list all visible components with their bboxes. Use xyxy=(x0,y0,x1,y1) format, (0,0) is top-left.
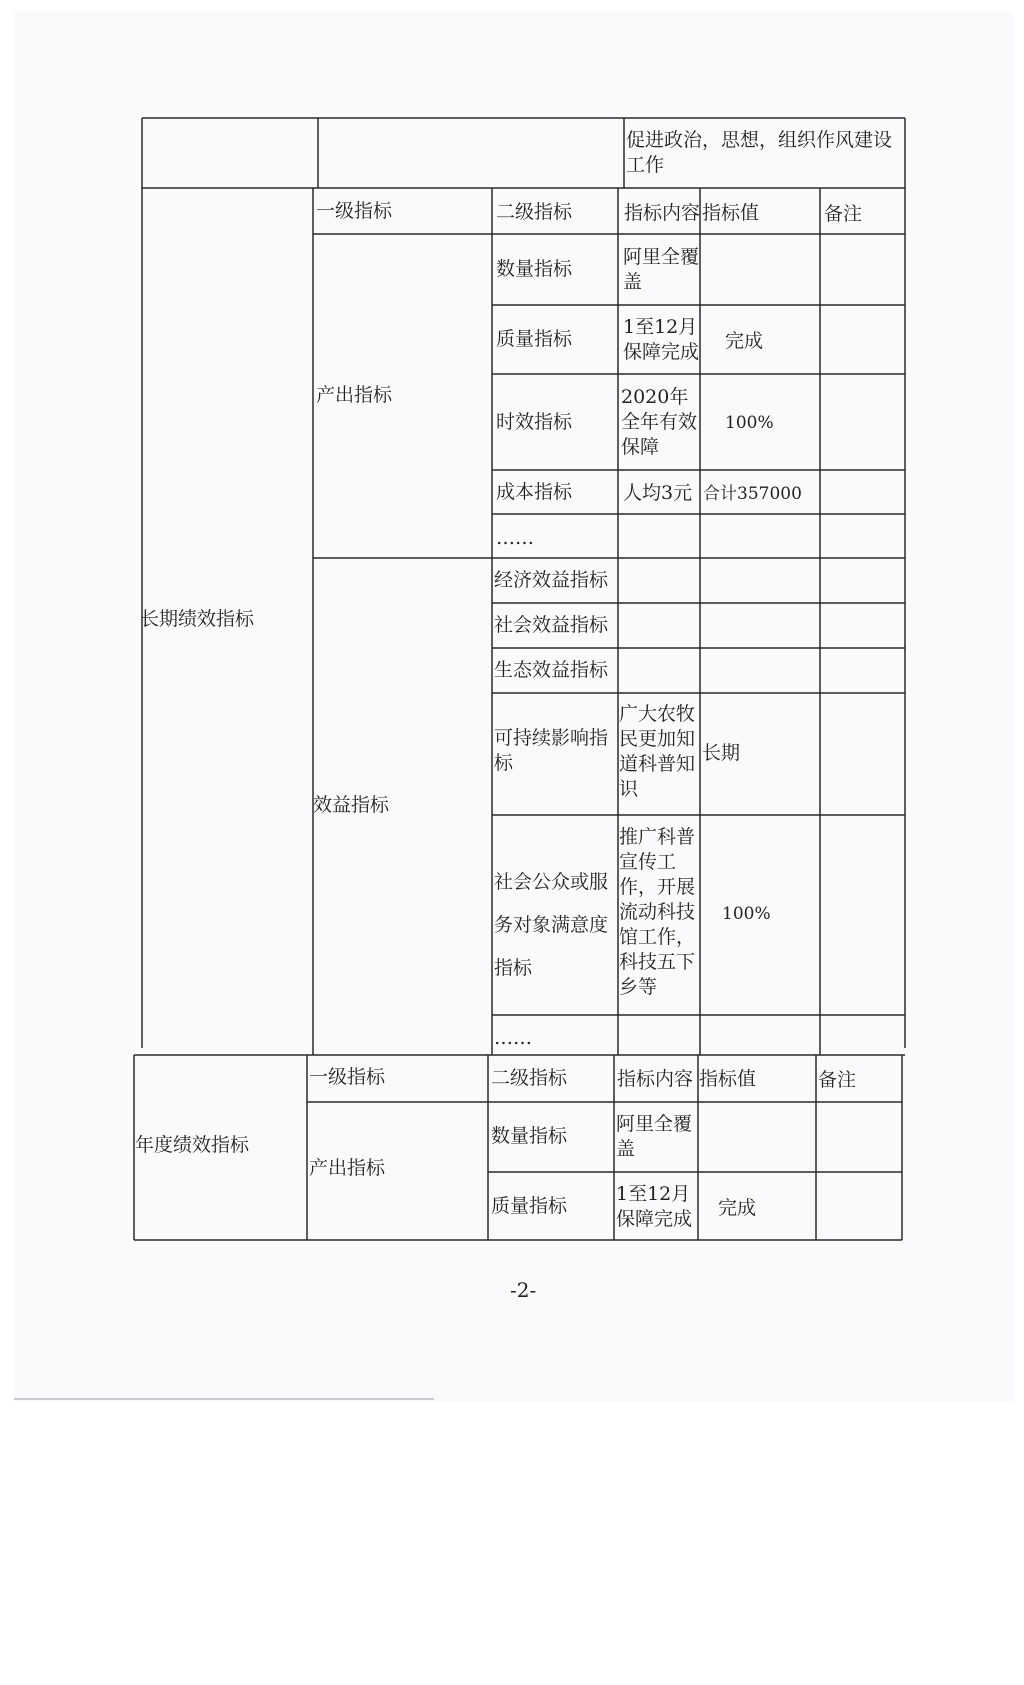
annual-output-label: 产出指标 xyxy=(309,1157,386,1179)
benefit-row-value: 长期 xyxy=(702,742,741,764)
output-row-content: 人均3元 xyxy=(623,482,693,504)
benefit-row-name: 社会效益指标 xyxy=(494,614,609,636)
annual-header-content: 指标内容 xyxy=(617,1068,694,1090)
annual-header-value: 指标值 xyxy=(699,1068,757,1090)
output-row-value: 合计357000 xyxy=(703,484,802,504)
annual-header-note: 备注 xyxy=(818,1069,857,1091)
benefit-row-name: 生态效益指标 xyxy=(494,659,609,681)
annual-row-value: 完成 xyxy=(718,1197,757,1219)
annual-row-name: 数量指标 xyxy=(491,1125,568,1147)
output-row-name: 成本指标 xyxy=(496,481,573,503)
benefit-row-name: 社会公众或服务对象满意度指标 xyxy=(494,871,609,979)
output-row-value: 完成 xyxy=(725,330,764,352)
benefit-row-content: 广大农牧民更加知道科普知识 xyxy=(619,703,696,800)
benefit-label: 效益指标 xyxy=(313,794,390,816)
annual-header-level2: 二级指标 xyxy=(491,1067,568,1089)
header-level2: 二级指标 xyxy=(496,201,573,223)
output-row-value: 100% xyxy=(725,413,774,433)
header-value: 指标值 xyxy=(702,202,760,224)
benefit-row-ellipsis: …… xyxy=(494,1027,532,1049)
goal-text: 促进政治，思想，组织作风建设工作 xyxy=(626,129,893,176)
benefit-row-content: 推广科普宣传工作，开展流动科技馆工作，科技五下乡等 xyxy=(619,826,696,998)
output-row-content: 1至12月保障完成 xyxy=(623,316,700,363)
output-row-name: 时效指标 xyxy=(496,411,573,433)
benefit-row-value: 100% xyxy=(722,904,771,924)
benefit-row-name: 经济效益指标 xyxy=(494,569,609,591)
header-content: 指标内容 xyxy=(624,202,701,224)
header-note: 备注 xyxy=(824,203,863,225)
output-row-content: 阿里全覆盖 xyxy=(623,246,700,293)
output-row-ellipsis: …… xyxy=(496,527,534,549)
output-row-name: 数量指标 xyxy=(496,258,573,280)
annual-header-level1: 一级指标 xyxy=(309,1066,386,1088)
benefit-row-name: 可持续影响指标 xyxy=(494,727,609,774)
header-level1: 一级指标 xyxy=(316,200,393,222)
long-term-label: 长期绩效指标 xyxy=(140,608,255,630)
annual-label: 年度绩效指标 xyxy=(135,1134,250,1156)
annual-row-name: 质量指标 xyxy=(491,1195,568,1217)
annual-row-content: 1至12月保障完成 xyxy=(616,1183,693,1230)
output-row-name: 质量指标 xyxy=(496,328,573,350)
annual-row-content: 阿里全覆盖 xyxy=(616,1113,693,1160)
page-number: -2- xyxy=(510,1278,537,1302)
output-row-content: 2020年全年有效保障 xyxy=(621,386,698,458)
output-label: 产出指标 xyxy=(316,384,393,406)
